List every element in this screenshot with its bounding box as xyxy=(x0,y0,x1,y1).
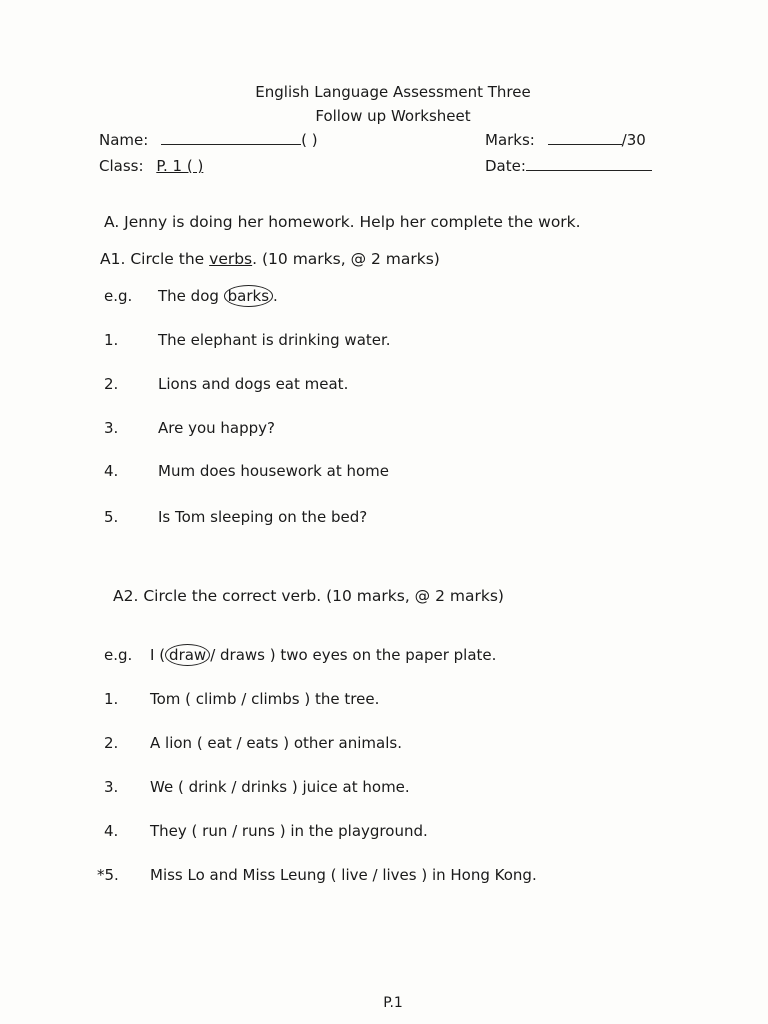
item-text: The elephant is drinking water. xyxy=(158,331,391,349)
item-text: They ( run / runs ) in the playground. xyxy=(150,822,428,840)
item-number: 4. xyxy=(104,822,119,840)
marks-label: Marks: xyxy=(485,131,535,149)
item-text: We ( drink / drinks ) juice at home. xyxy=(150,778,410,796)
page-number: P.1 xyxy=(383,995,403,1011)
item-number: 3. xyxy=(104,778,119,796)
item-number: 1. xyxy=(104,331,119,349)
list-item xyxy=(104,331,391,349)
worksheet-title: English Language Assessment Three xyxy=(255,83,531,101)
circled-answer: draw xyxy=(165,644,210,666)
item-text: Is Tom sleeping on the bed? xyxy=(158,508,368,526)
a1-heading-suffix: . (10 marks, @ 2 marks) xyxy=(252,250,440,268)
marks-blank xyxy=(548,144,622,145)
a2-example xyxy=(104,646,496,664)
item-text: A lion ( eat / eats ) other animals. xyxy=(150,734,402,752)
list-item xyxy=(104,778,410,796)
list-item xyxy=(104,508,367,526)
worksheet-subtitle: Follow up Worksheet xyxy=(315,107,471,125)
marks-total: /30 xyxy=(621,131,646,149)
list-item xyxy=(104,419,275,437)
item-number: 5. xyxy=(104,508,119,526)
item-text: Miss Lo and Miss Leung ( live / lives ) in Hong Kong. xyxy=(150,866,537,884)
name-label: Name: xyxy=(99,131,149,149)
item-number: *5. xyxy=(97,866,119,884)
date-blank xyxy=(526,170,652,171)
item-text: Lions and dogs eat meat. xyxy=(158,375,349,393)
name-blank xyxy=(161,144,301,145)
item-text: Tom ( climb / climbs ) the tree. xyxy=(150,690,380,708)
a1-heading-keyword: verbs xyxy=(209,250,253,268)
item-number: 2. xyxy=(104,734,119,752)
class-value: P. 1 ( ) xyxy=(156,157,204,175)
marks-field xyxy=(485,131,646,149)
example-label: e.g. xyxy=(104,287,133,305)
example-text-before: The dog xyxy=(158,287,224,305)
item-number: 3. xyxy=(104,419,119,437)
example-text-after: . xyxy=(273,287,278,305)
list-item xyxy=(97,866,537,884)
a1-example xyxy=(104,287,278,305)
example-text-before: I ( xyxy=(150,646,166,664)
circled-answer: barks xyxy=(224,285,273,307)
item-number: 4. xyxy=(104,462,119,480)
list-item xyxy=(104,462,389,480)
date-field xyxy=(485,157,652,175)
list-item xyxy=(104,690,379,708)
a1-heading-prefix: A1. Circle the xyxy=(100,250,210,268)
class-number-brackets: ( ) xyxy=(301,131,318,149)
section-a-heading: A. Jenny is doing her homework. Help her complete the work. xyxy=(104,213,581,231)
example-text-after: / draws ) two eyes on the paper plate. xyxy=(210,646,497,664)
class-label: Class: xyxy=(99,157,144,175)
list-item xyxy=(104,375,348,393)
name-field xyxy=(99,131,318,149)
example-label: e.g. xyxy=(104,646,133,664)
item-number: 1. xyxy=(104,690,119,708)
item-text: Mum does housework at home xyxy=(158,462,390,480)
item-number: 2. xyxy=(104,375,119,393)
class-field xyxy=(99,157,203,175)
list-item xyxy=(104,734,402,752)
a1-heading xyxy=(100,250,440,268)
item-text: Are you happy? xyxy=(158,419,276,437)
a2-heading: A2. Circle the correct verb. (10 marks, @ 2 marks) xyxy=(113,587,504,605)
list-item xyxy=(104,822,428,840)
date-label: Date: xyxy=(485,157,526,175)
